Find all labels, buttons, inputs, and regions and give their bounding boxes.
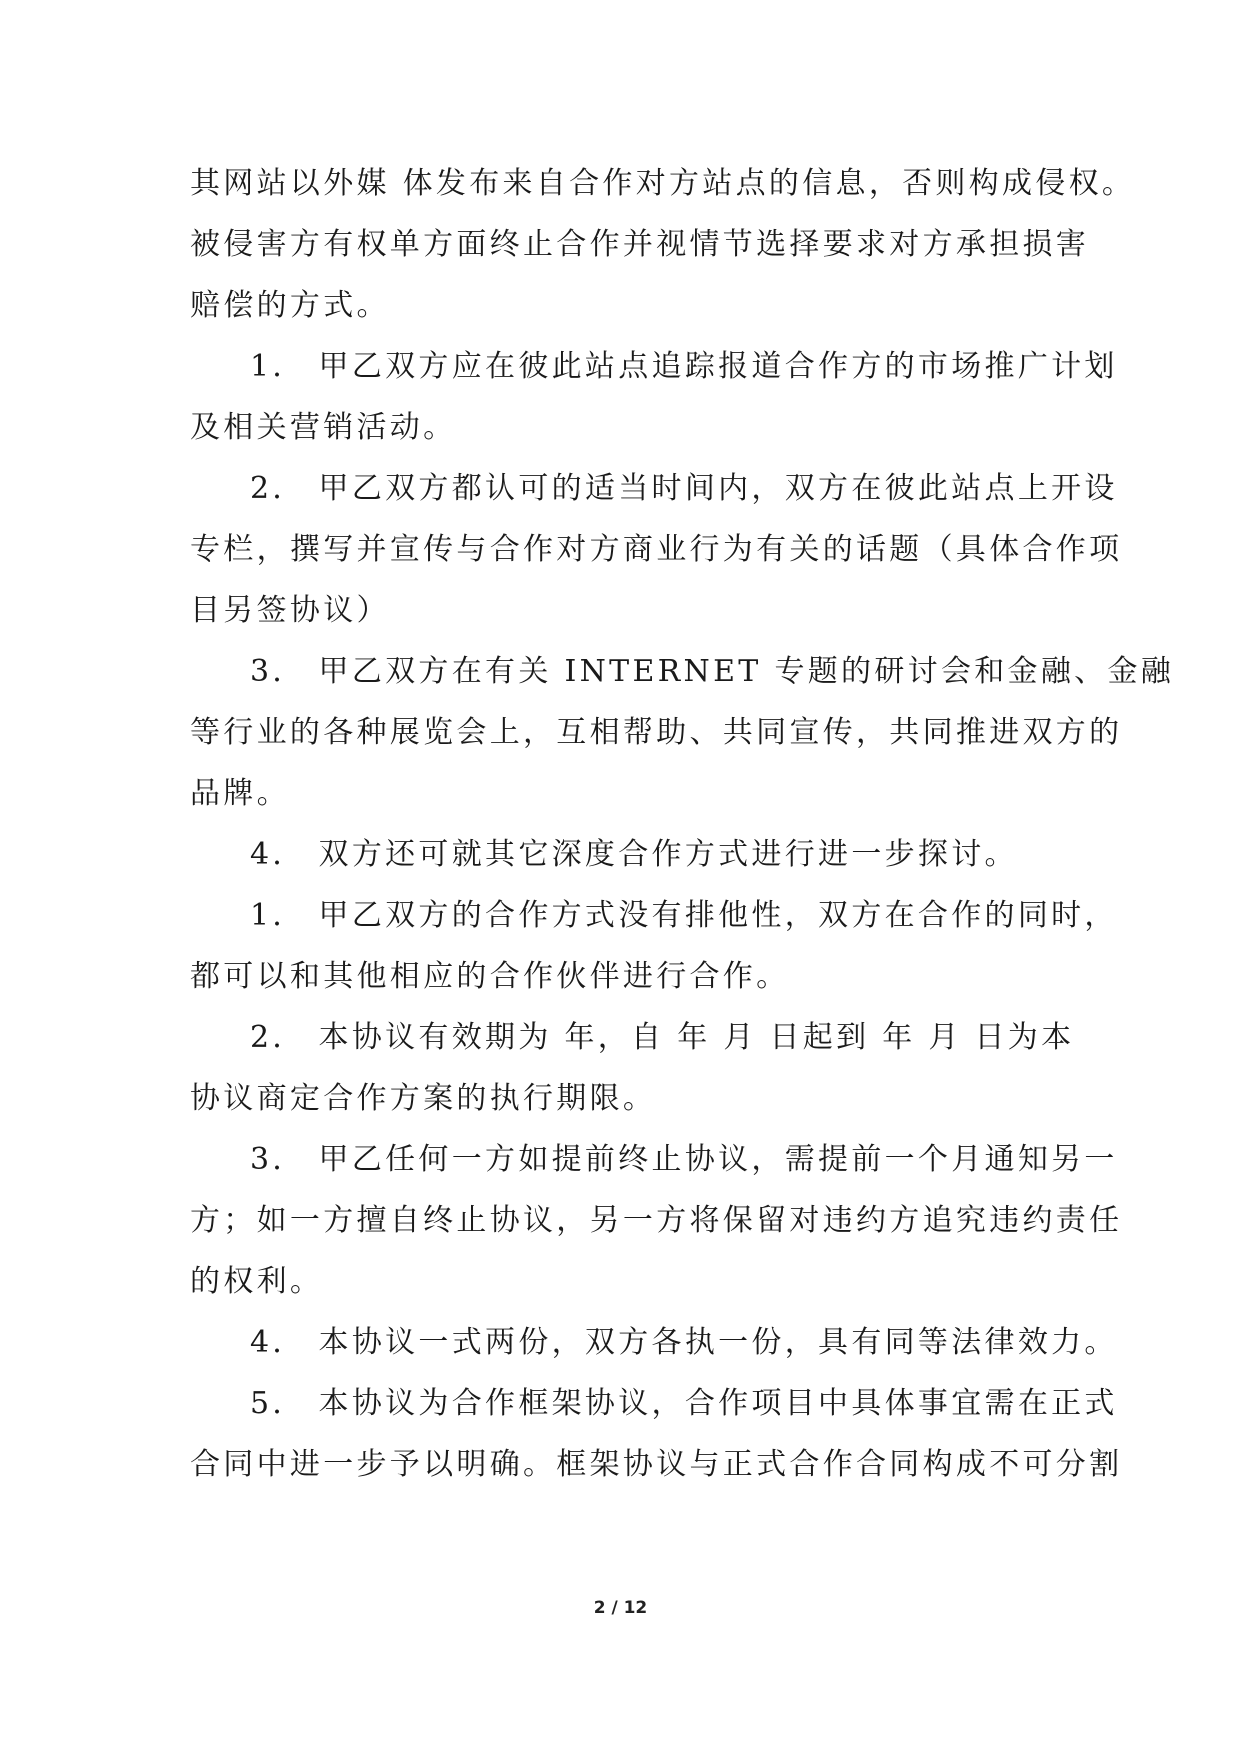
text-line: 等行业的各种展览会上，互相帮助、共同宣传，共同推进双方的 — [190, 715, 1123, 750]
list-item-line: 1． 甲乙双方应在彼此站点追踪报道合作方的市场推广计划 — [250, 349, 1118, 384]
text-line: 合同中进一步予以明确。框架协议与正式合作合同构成不可分割 — [190, 1447, 1123, 1482]
list-item-line: 4． 本协议一式两份，双方各执一份，具有同等法律效力。 — [250, 1325, 1118, 1360]
list-item-line: 4． 双方还可就其它深度合作方式进行进一步探讨。 — [250, 837, 1018, 872]
text-line: 协议商定合作方案的执行期限。 — [190, 1081, 657, 1116]
text-line: 及相关营销活动。 — [190, 410, 457, 445]
list-item-line: 2． 甲乙双方都认可的适当时间内，双方在彼此站点上开设 — [250, 471, 1118, 506]
page-number: 2 / 12 — [593, 1598, 648, 1618]
list-item-line: 5． 本协议为合作框架协议，合作项目中具体事宜需在正式 — [250, 1386, 1118, 1421]
text-line: 赔偿的方式。 — [190, 288, 390, 323]
list-item-line: 2． 本协议有效期为 年，自 年 月 日起到 年 月 日为本 — [250, 1020, 1075, 1055]
text-line: 品牌。 — [190, 776, 290, 811]
list-item-line: 3． 甲乙双方在有关 INTERNET 专题的研讨会和金融、金融 — [250, 654, 1175, 689]
document-body — [190, 153, 1175, 1495]
list-item-line: 1． 甲乙双方的合作方式没有排他性，双方在合作的同时， — [250, 898, 1118, 933]
text-line: 目另签协议） — [190, 593, 390, 628]
list-item-line: 3． 甲乙任何一方如提前终止协议，需提前一个月通知另一 — [250, 1142, 1118, 1177]
text-line: 的权利。 — [190, 1264, 324, 1299]
text-line: 被侵害方有权单方面终止合作并视情节选择要求对方承担损害 — [190, 227, 1090, 262]
text-line: 都可以和其他相应的合作伙伴进行合作。 — [190, 959, 790, 994]
text-line: 其网站以外媒 体发布来自合作对方站点的信息，否则构成侵权。 — [190, 166, 1136, 201]
text-line: 专栏，撰写并宣传与合作对方商业行为有关的话题（具体合作项 — [190, 532, 1123, 567]
text-line: 方；如一方擅自终止协议，另一方将保留对违约方追究违约责任 — [190, 1203, 1123, 1238]
